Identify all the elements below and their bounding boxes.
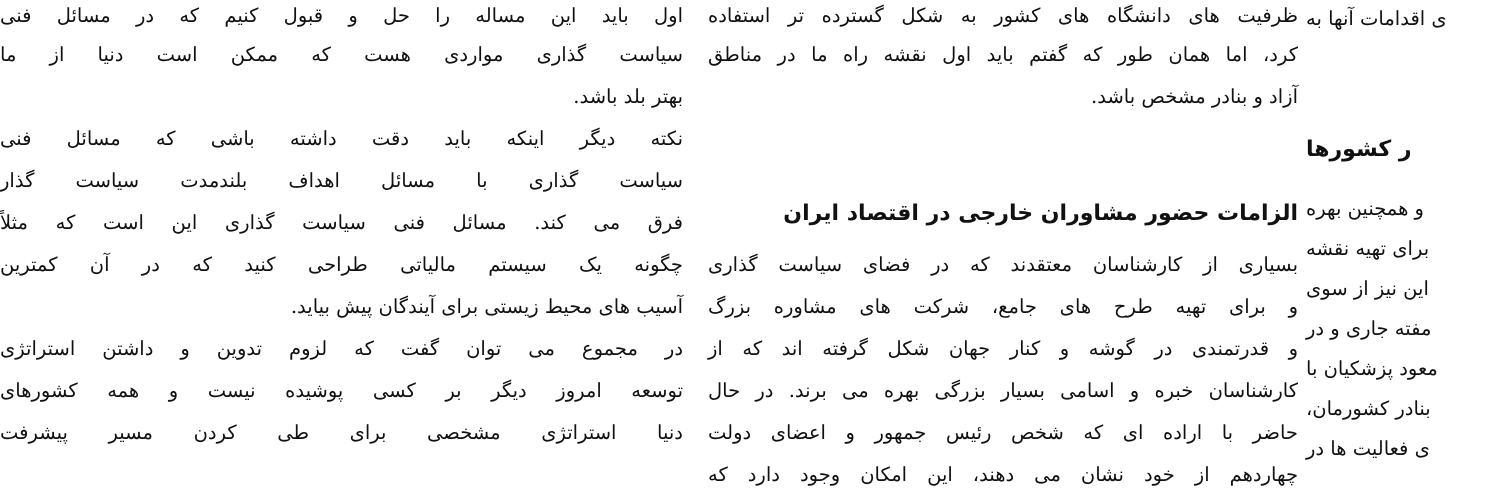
- text-line: حاضر با اراده ای که شخص رئیس جمهور و اعضای دولت: [708, 421, 1298, 444]
- text-line: و قدرتمندی در گوشه و کنار جهان شکل گرفته اند که از: [708, 337, 1298, 360]
- section-heading: ر کشورها: [1306, 137, 1412, 162]
- text-line: فرق می کند. مسائل فنی سیاست گذاری این است که مثلاً: [0, 211, 683, 234]
- text-line: بنادر کشورمان،: [1306, 397, 1431, 420]
- text-line: بسیاری از کارشناسان معتقدند که در فضای سیاست گذاری: [708, 253, 1298, 276]
- text-line: برای تهیه نقشه: [1306, 237, 1430, 260]
- article-column-right-cropped: [1306, 0, 1500, 460]
- text-line: مفته جاری و در: [1306, 317, 1432, 340]
- text-line: این نیز از سوی: [1306, 277, 1429, 300]
- text-line: چهاردهم از خود نشان می دهند، این امکان وجود دارد که: [708, 463, 1298, 486]
- text-line: کارشناسان خبره و اسامی بسیار بزرگی بهره می برند. در حال: [708, 379, 1298, 402]
- text-line: و همچنین بهره: [1306, 197, 1424, 220]
- text-line: توسعه امروز دیگر بر کسی پوشیده نیست و همه کشورهای: [0, 379, 683, 402]
- text-line: آسیب های محیط زیستی برای آیندگان پیش بیاید.: [290, 295, 683, 318]
- text-line: ظرفیت های دانشگاه های کشور به شکل گسترده تر استفاده: [708, 4, 1298, 27]
- text-line: سیاست گذاری با مسائل اهداف بلندمدت سیاست گذار: [0, 169, 683, 192]
- text-line: سیاست گذاری مواردی هست که ممکن است دنیا از ما: [0, 43, 683, 66]
- section-heading: الزامات حضور مشاوران خارجی در اقتصاد ایران: [783, 201, 1298, 226]
- text-line: دنیا استراتژی مشخصی برای طی کردن مسیر پیشرفت: [0, 421, 683, 444]
- text-line: معود پزشکیان با: [1306, 357, 1438, 380]
- text-line: ی فعالیت ها در: [1306, 437, 1430, 460]
- text-line: بهتر بلد باشد.: [573, 85, 683, 108]
- text-line: نکته دیگر اینکه باید دقت داشته باشی که مسائل فنی: [0, 127, 683, 150]
- text-line: ی اقدامات آنها به: [1306, 7, 1447, 30]
- text-line: اول باید این مساله را حل و قبول کنیم که در مسائل فنی: [0, 4, 683, 27]
- text-line: در مجموع می توان گفت که لزوم تدوین و داشتن استراتژی: [0, 337, 683, 360]
- text-line: چگونه یک سیستم مالیاتی طراحی کنید که در آن کمترین: [0, 253, 683, 276]
- text-line: و برای تهیه طرح های جامع، شرکت های مشاوره بزرگ: [708, 295, 1298, 318]
- text-line: آزاد و بنادر مشخص باشد.: [1091, 85, 1298, 108]
- text-line: کرد، اما همان طور که گفتم باید اول نقشه راه ما در مناطق: [708, 43, 1298, 66]
